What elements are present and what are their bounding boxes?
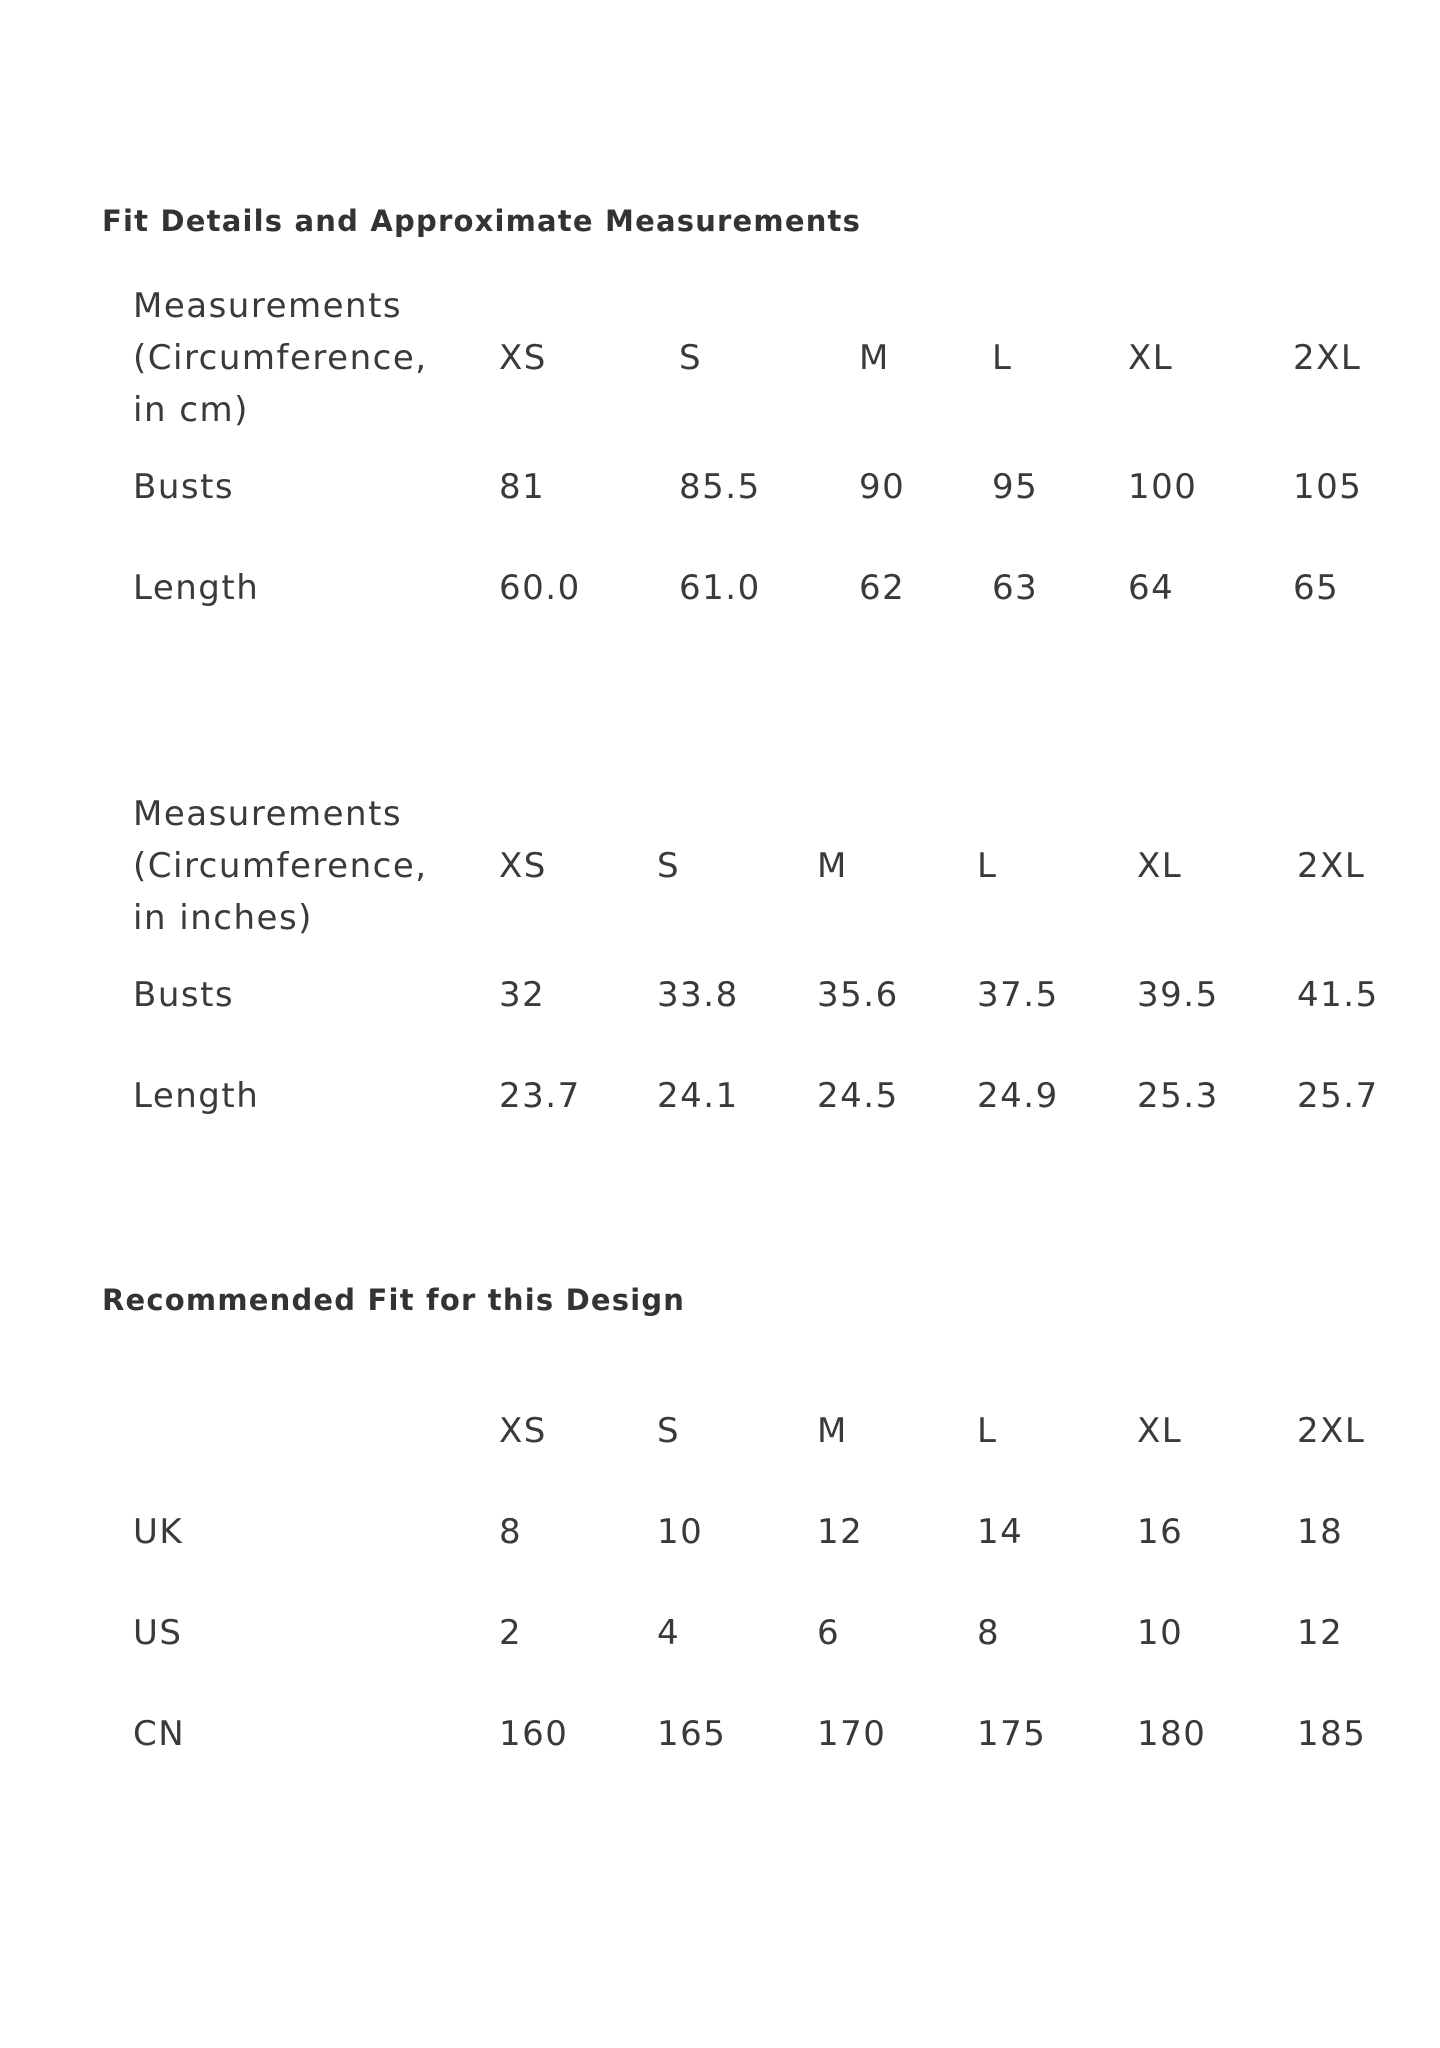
row-label: UK	[133, 1511, 184, 1552]
cell-value: 175	[977, 1713, 1047, 1754]
cell-value: 105	[1293, 466, 1363, 507]
size-header: 2XL	[1293, 338, 1362, 378]
cell-value: 8	[499, 1511, 523, 1552]
header-label-line: Measurements	[133, 286, 403, 326]
size-header: S	[657, 846, 681, 886]
size-header: M	[817, 1410, 848, 1451]
table-row	[133, 537, 1433, 638]
cell-value: 24.9	[977, 1075, 1059, 1116]
cell-value: 10	[657, 1511, 704, 1552]
cell-value: 165	[657, 1713, 727, 1754]
cm-measurements-table	[133, 280, 1433, 638]
cell-value: 12	[1297, 1612, 1344, 1653]
header-label-line: (Circumference,	[133, 338, 428, 378]
table-row	[133, 1481, 1397, 1582]
cell-value: 64	[1128, 567, 1175, 608]
cell-value: 63	[992, 567, 1039, 608]
size-header: XL	[1128, 338, 1174, 378]
cell-value: 4	[657, 1612, 681, 1653]
size-header: L	[977, 846, 998, 886]
table-header-row	[133, 280, 1433, 436]
cell-value: 14	[977, 1511, 1024, 1552]
size-header: M	[817, 846, 848, 886]
size-header: L	[977, 1410, 998, 1451]
size-header: M	[859, 338, 890, 378]
header-label-line: Measurements	[133, 794, 403, 834]
table-row	[133, 436, 1433, 537]
cell-value: 160	[499, 1713, 569, 1754]
cell-value: 62	[859, 567, 906, 608]
cell-value: 39.5	[1137, 974, 1219, 1015]
cell-value: 37.5	[977, 974, 1059, 1015]
size-header: XL	[1137, 846, 1183, 886]
cell-value: 10	[1137, 1612, 1184, 1653]
cell-value: 185	[1297, 1713, 1367, 1754]
size-header: XL	[1137, 1410, 1183, 1451]
cell-value: 24.1	[657, 1075, 739, 1116]
cell-value: 95	[992, 466, 1039, 507]
cell-value: 2	[499, 1612, 523, 1653]
size-header: S	[657, 1410, 681, 1451]
fit-details-heading: Fit Details and Approximate Measurements	[102, 204, 862, 238]
recommended-fit-table	[133, 1380, 1397, 1784]
cell-value: 6	[817, 1612, 841, 1653]
cell-value: 85.5	[679, 466, 761, 507]
cell-value: 32	[499, 974, 546, 1015]
cell-value: 25.3	[1137, 1075, 1219, 1116]
table-row	[133, 1582, 1397, 1683]
cell-value: 41.5	[1297, 974, 1379, 1015]
row-label: Busts	[133, 466, 235, 507]
table-header-row	[133, 1380, 1397, 1481]
header-label-line: (Circumference,	[133, 846, 428, 886]
size-header: 2XL	[1297, 1410, 1366, 1451]
table-header-row	[133, 788, 1397, 944]
cell-value: 33.8	[657, 974, 739, 1015]
cell-value: 100	[1128, 466, 1198, 507]
header-label	[133, 280, 499, 436]
cell-value: 81	[499, 466, 546, 507]
cell-value: 170	[817, 1713, 887, 1754]
cell-value: 90	[859, 466, 906, 507]
table-row	[133, 1045, 1397, 1146]
row-label: Length	[133, 567, 260, 608]
cell-value: 60.0	[499, 567, 581, 608]
header-label-line: in inches)	[133, 898, 313, 938]
empty-header-cell	[133, 1380, 499, 1481]
size-header: XS	[499, 1410, 547, 1451]
header-label-line: in cm)	[133, 390, 249, 430]
row-label: CN	[133, 1713, 186, 1754]
row-label: US	[133, 1612, 183, 1653]
size-header: L	[992, 338, 1013, 378]
recommended-fit-heading: Recommended Fit for this Design	[102, 1283, 686, 1317]
header-label	[133, 788, 499, 944]
cell-value: 25.7	[1297, 1075, 1379, 1116]
cell-value: 180	[1137, 1713, 1207, 1754]
size-header: XS	[499, 338, 547, 378]
cell-value: 18	[1297, 1511, 1344, 1552]
cell-value: 12	[817, 1511, 864, 1552]
size-header: XS	[499, 846, 547, 886]
size-header: 2XL	[1297, 846, 1366, 886]
cell-value: 8	[977, 1612, 1001, 1653]
table-row	[133, 944, 1397, 1045]
size-header: S	[679, 338, 703, 378]
table-row	[133, 1683, 1397, 1784]
cell-value: 65	[1293, 567, 1340, 608]
cell-value: 35.6	[817, 974, 899, 1015]
cell-value: 61.0	[679, 567, 761, 608]
cell-value: 16	[1137, 1511, 1184, 1552]
row-label: Length	[133, 1075, 260, 1116]
cell-value: 23.7	[499, 1075, 581, 1116]
row-label: Busts	[133, 974, 235, 1015]
cell-value: 24.5	[817, 1075, 899, 1116]
inch-measurements-table	[133, 788, 1397, 1146]
